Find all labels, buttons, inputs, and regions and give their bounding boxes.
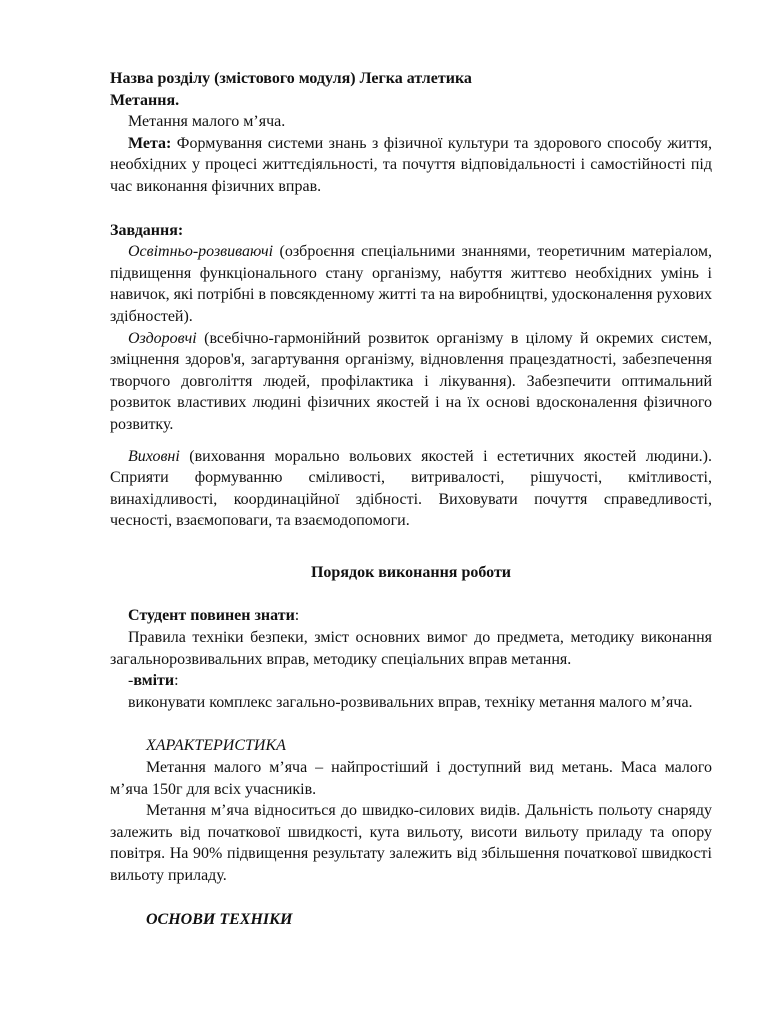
procedure-heading: Порядок виконання роботи xyxy=(310,563,512,581)
know-line xyxy=(110,605,712,627)
spacer xyxy=(110,713,712,735)
module-title: Назва розділу (змістового модуля) Легка атлетика xyxy=(110,70,472,87)
characteristic-paragraph-2: Метання м’яча відноситься до швидко-силових видів. Дальність польоту снаряду залежить від початкової швидкості, кута вильоту, висоти вильоту приладу та опору повітря. На 90% підвищення результату залежить від збільшення початкової швидкості вильоту приладу. xyxy=(110,802,712,884)
goal-paragraph xyxy=(110,133,712,198)
task-educational-text: (озброєння спеціальними знаннями, теоретичним матеріалом, підвищення функціонального стану організму, набуття життєво необхідних умінь і навичок, які потрібні в повсякденному житті та на виробництві, удосконалення рухових здібностей). xyxy=(110,243,712,325)
task-educational-label: Освітньо-розвиваючі xyxy=(128,243,274,261)
spacer xyxy=(110,532,712,562)
characteristic-paragraph-1: Метання малого м’яча – найпростіший і доступний вид метань. Маса малого м’яча 150г для всіх учасників. xyxy=(110,759,712,798)
topic-title: Метання малого м’яча. xyxy=(128,113,286,131)
spacer xyxy=(110,887,712,909)
characteristic-heading: ХАРАКТЕРИСТИКА xyxy=(146,737,286,755)
spacer xyxy=(110,198,712,220)
task-upbringing-label: Виховні xyxy=(128,447,180,465)
goal-label: Мета: xyxy=(128,134,172,152)
can-prefix: - xyxy=(128,672,134,690)
know-label: Студент повинен знати xyxy=(128,607,295,625)
task-health xyxy=(110,328,712,436)
know-text: Правила техніки безпеки, зміст основних вимог до предмета, методику виконання загальнорозвивальних вправ, методику спеціальних вправ метання. xyxy=(110,629,712,668)
know-colon: : xyxy=(294,607,300,625)
section-title: Метання. xyxy=(110,91,180,109)
spacer xyxy=(110,436,712,446)
can-text: виконувати комплекс загально-розвивальних вправ, техніку метання малого м’яча. xyxy=(128,693,693,711)
task-health-label: Оздоровчі xyxy=(128,329,197,347)
goal-text: Формування системи знань з фізичної культури та здорового способу життя, необхідних у процесі життєдіяльності, та почуття відповідальності і самостійності під час виконання фізичних вправ. xyxy=(110,134,712,195)
task-upbringing xyxy=(110,446,712,532)
task-upbringing-text: (виховання морально вольових якостей і естетичних якостей людини.). Сприяти формуванню сміливості, витривалості, рішучості, кмітливості, винахідливості, координаційної здібності. Виховувати почуття справедливості, чесності, взаємоповаги, та взаємодопомоги. xyxy=(110,447,712,530)
can-colon: : xyxy=(174,672,179,690)
can-line xyxy=(110,670,712,692)
task-educational xyxy=(110,241,712,327)
tasks-heading: Завдання: xyxy=(110,221,184,239)
technique-heading: ОСНОВИ ТЕХНІКИ xyxy=(146,910,293,928)
can-label: вміти xyxy=(133,672,175,690)
spacer xyxy=(110,583,712,605)
task-health-text: (всебічно-гармонійний розвиток організму в цілому й окремих систем, зміцнення здоров'я, загартування організму, відновлення працездатності, забезпечення творчого довголіття людей, профілактика і лікування). Забезпечити оптимальний розвиток властивих людині фізичних якостей і на їх основі вдосконалення фізичного розвитку. xyxy=(110,329,712,433)
